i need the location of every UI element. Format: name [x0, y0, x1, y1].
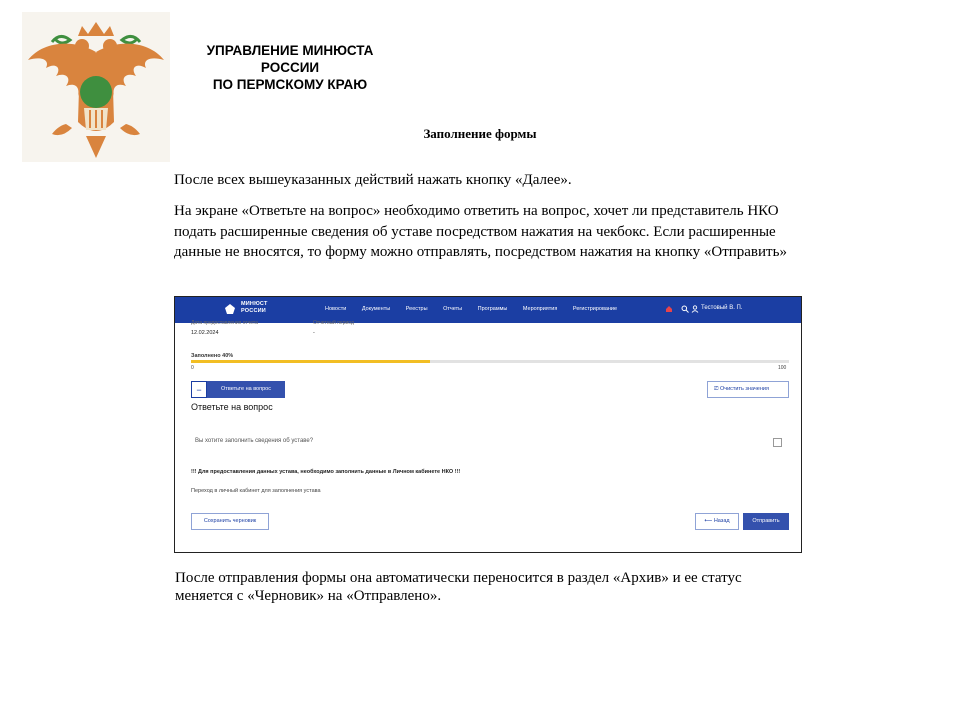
org-line-1: УПРАВЛЕНИЕ МИНЮСТА — [206, 43, 374, 58]
org-line-2: РОССИИ — [260, 60, 320, 75]
minjust-emblem-icon — [223, 302, 237, 316]
report-period-label: Отчетный период — [313, 320, 354, 326]
home-icon[interactable] — [665, 305, 673, 313]
arrow-left-icon: ⟵ — [704, 518, 714, 524]
back-button[interactable] — [695, 513, 739, 530]
nav-item-news[interactable]: Новости — [325, 306, 347, 312]
slide-title: Заполнение формы — [423, 126, 537, 141]
nav-menu — [325, 306, 631, 312]
progress-max: 100 — [778, 365, 787, 371]
extended-charter-checkbox[interactable] — [773, 438, 782, 447]
report-period-value: - — [313, 330, 315, 336]
nav-item-reports[interactable]: Отчеты — [443, 306, 463, 312]
clear-values-button[interactable] — [707, 381, 789, 398]
warning-note: !!! Для предоставления данных устава, необходимо заполнить данные в Личном кабинете НКО !!! — [191, 469, 461, 475]
form-screenshot — [174, 296, 802, 553]
nav-item-registration[interactable]: Регистрирование — [572, 306, 618, 312]
top-nav-bar — [175, 297, 801, 323]
back-label: Назад — [713, 518, 730, 524]
user-icon[interactable] — [691, 305, 699, 313]
collapse-button[interactable]: − — [191, 381, 207, 398]
progress-bar — [191, 360, 789, 363]
ministry-emblem-logo — [22, 12, 170, 162]
instruction-paragraph-1: После всех вышеуказанных действий нажать кнопку «Далее». — [174, 172, 572, 188]
answer-question-step-button[interactable]: Ответьте на вопрос — [207, 381, 285, 398]
section-title: Ответьте на вопрос — [191, 402, 273, 412]
report-date-value: 12.02.2024 — [191, 330, 219, 336]
nav-item-events[interactable]: Мероприятия — [522, 306, 558, 312]
question-text: Вы хотите заполнить сведения об уставе? — [195, 438, 314, 444]
nav-item-documents[interactable]: Документы — [361, 306, 391, 312]
org-line-3: ПО ПЕРМСКОМУ КРАЮ — [212, 77, 368, 92]
progress-label: Заполнено 40% — [191, 353, 234, 359]
report-date-label: Дата предоставления отчета — [191, 320, 258, 326]
instruction-paragraph-3: После отправления формы она автоматически переносится в раздел «Архив» и ее статус меняется с «Черновик» на «Отправлено». — [175, 570, 742, 604]
clear-values-label: Очистить значения — [719, 386, 769, 392]
nav-brand-line-2: РОССИИ — [241, 308, 266, 314]
nav-brand[interactable] — [241, 301, 268, 315]
search-icon[interactable] — [681, 305, 689, 313]
nav-item-registries[interactable]: Реестры — [405, 306, 428, 312]
nav-item-programs[interactable]: Программы — [477, 306, 508, 312]
progress-min: 0 — [191, 365, 194, 371]
organization-name — [170, 42, 410, 93]
progress-bar-fill — [191, 360, 430, 363]
clear-icon: ⎚ — [714, 386, 720, 392]
nav-user-area — [665, 303, 795, 317]
nav-brand-line-1: МИНЮСТ — [241, 301, 268, 307]
send-button[interactable]: Отправить — [743, 513, 789, 530]
user-name[interactable]: Тестовый В. П. — [701, 305, 743, 311]
cabinet-link[interactable]: Переход в личный кабинет для заполнения устава — [191, 488, 321, 494]
instruction-paragraph-2: На экране «Ответьте на вопрос» необходимо ответить на вопрос, хочет ли представитель НКО подать расширенные сведения об уставе посредством нажатия на чекбокс. Если расширенные данные не вносятся, то форму можно отправлять, посредством нажатия на кнопку «Отправить» — [174, 203, 787, 260]
save-draft-button[interactable]: Сохранить черновик — [191, 513, 269, 530]
